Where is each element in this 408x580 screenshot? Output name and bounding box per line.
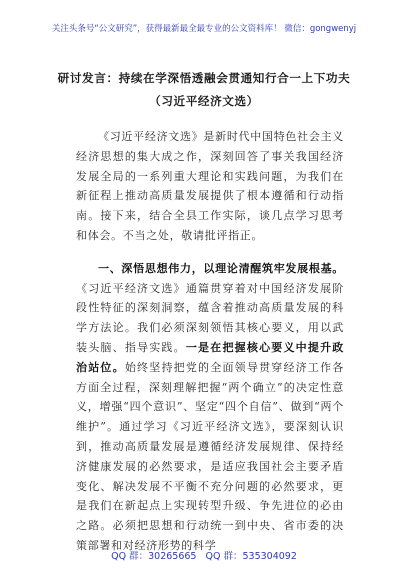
footer-qq-group-2: QQ 群：535304092	[205, 551, 297, 562]
paragraph-1: 《习近平经济文选》是新时代中国特色社会主义经济思想的集大成之作，深刻回答了事关我国经济发展全局的一系列重大理论和实践问题，为我们在新征程上推动高质量发展提供了根本遵循和行动指南。接下来，结合全县工作实际，谈几点学习思考和体会。不当之处，敬请批评指正。	[76, 130, 344, 242]
document-subtitle: （习近平经济文选）	[149, 94, 259, 108]
title-block	[0, 70, 408, 110]
point-heading-1: 一是在把握核心要义中提升政治站位。	[76, 340, 344, 374]
paragraph-2-text-1: 《习近平经济文选》通篇贯穿着对中国经济发展阶段性特征的深刻洞察，蕴含着推动高质量发展的科学方法论。我们必须深刻领悟其核心要义，用以武装头脑、指导实践。	[76, 281, 344, 354]
section-heading-1: 一、深悟思想伟力，以理论清醒筑牢发展根基。	[98, 261, 344, 275]
document-title: 研讨发言：持续在学深悟透融会贯通知行合一上下功夫	[57, 71, 351, 85]
document-body	[76, 127, 344, 556]
paragraph-2	[76, 259, 344, 556]
footer-qq-group-1: QQ 群：30265665	[111, 551, 197, 562]
top-banner: 关注头条号“公文研究”，获得最新最全最专业的公文资料库！ 微信：gongwenyj	[51, 24, 357, 34]
paragraph-2-text-2: 始终坚持把党的全面领导贯穿经济工作各方面全过程，深刻理解把握“两个确立”的决定性意义，增强“四个意识”、坚定“四个自信”、做到“两个维护”。通过学习《习近平经济文选》，要深刻认识到，推动高质量发展是遵循经济发展规律、保持经济健康发展的必然要求，是适应我国社会主要矛盾变化、解决发展不平衡不充分问题的必然要求，更是我们在新起点上实现转型升级、争先进位的必由之路。必须把思想和行动统一到中央、省市委的决策部署和对经济形势的科学	[76, 360, 344, 552]
footer	[0, 548, 408, 562]
